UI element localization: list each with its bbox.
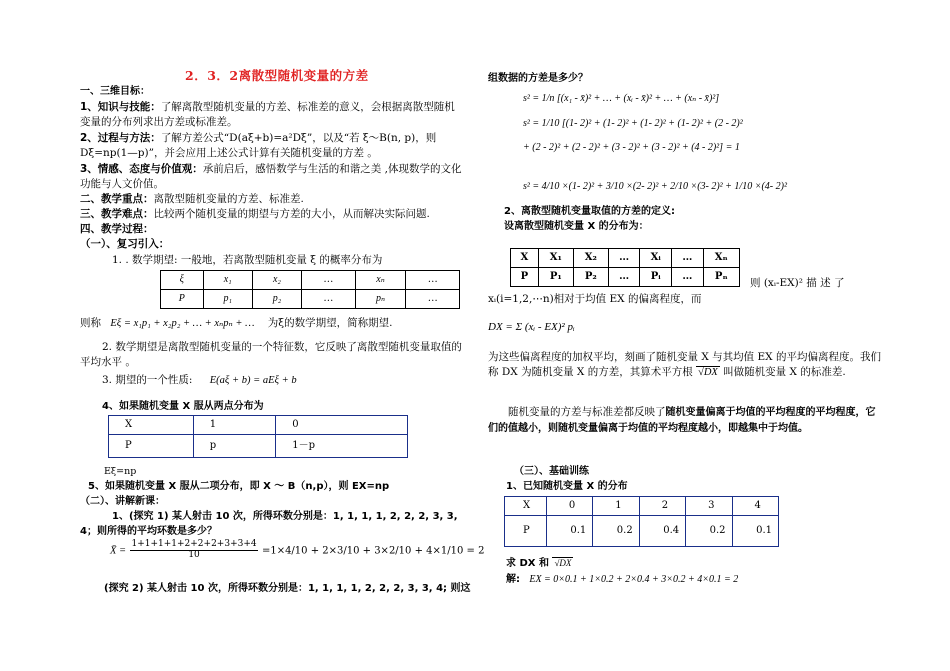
key-point-text: 离散型随机变量的方差、标准差. (153, 193, 304, 205)
variance-formula-2: s² = 1/10 [(1- 2)² + (1- 2)² + (1- 2)² + (1- 2)² + (2 - 2)² (523, 118, 743, 129)
table-cell: X (109, 416, 194, 435)
two-point-table (108, 415, 408, 458)
describe-side: 则 (xᵢ-EX)² 描 述 了 (750, 277, 845, 289)
practice-item-1: 1、已知随机变量 X 的分布 (506, 481, 628, 492)
practice-table (504, 496, 779, 547)
table-cell: … (302, 290, 356, 309)
goal-2 (80, 131, 465, 161)
page-title: 2．3．2离散型随机变量的方差 (185, 68, 369, 83)
practice-row-x (505, 497, 779, 516)
difficult-point-text: 比较两个随机变量的期望与方差的大小，从而解决实际问题. (153, 208, 430, 220)
table-cell: X (511, 249, 539, 268)
table-cell: x₂ (252, 271, 301, 290)
table-cell: 2 (639, 497, 685, 516)
solution-label: 解: (506, 574, 520, 585)
table-cell: Xₙ (703, 249, 739, 268)
table-cell: P (109, 435, 194, 458)
table-cell: p₁ (203, 290, 252, 309)
goal-1-label: 1、知识与技能： (80, 101, 161, 113)
difficult-point-label: 三、教学难点： (80, 208, 154, 220)
review-item-2: 2. 数学期望是离散型随机变量的一个特征数，它反映了离散型随机变量取值的平均水平 。 (80, 341, 462, 369)
solution-formula: EX = 0×0.1 + 1×0.2 + 2×0.4 + 3×0.2 + 4×0.1 = 2 (529, 574, 739, 585)
practice-heading: （三）、基础训练 (514, 466, 589, 477)
review-item-3 (102, 373, 297, 388)
table-cell: X₁ (538, 249, 573, 268)
distribution-row-p (161, 290, 460, 309)
two-point-row-x (109, 416, 408, 435)
solution-line (506, 572, 738, 588)
table-cell: … (608, 268, 639, 287)
table-cell: … (608, 249, 639, 268)
review-heading: （一）、复习引入： (80, 238, 170, 250)
table-cell: P₂ (573, 268, 608, 287)
table-cell: … (672, 249, 703, 268)
table-cell: 1 (593, 497, 639, 516)
two-point-heading: 4、如果随机变量 X 服从两点分布为 (102, 401, 264, 412)
key-point (80, 192, 304, 207)
variable-distribution-table (510, 248, 740, 287)
goal-3-label: 3、情感、态度与价值观： (80, 163, 203, 175)
table-cell: X₂ (573, 249, 608, 268)
table-cell: p (193, 435, 276, 458)
describe-line: xᵢ(i=1,2,⋯n)相对于均值 EX 的偏离程度，而 (488, 293, 702, 305)
table-cell: Pₙ (703, 268, 739, 287)
mean-lhs: X̄ = (110, 545, 127, 557)
table-cell: … (406, 271, 460, 290)
table-cell: x₁ (203, 271, 252, 290)
difficult-point (80, 207, 430, 222)
ask-text: 求 DX 和 (506, 558, 549, 569)
variable-row-p (511, 268, 740, 287)
goal-2-label: 2、过程与方法： (80, 132, 161, 144)
goal-3 (80, 162, 465, 192)
distribution-row-x (161, 271, 460, 290)
expectation-formula: Eξ = x₁p₁ + x₂p₂ + … + xₙpₙ + … (110, 318, 255, 329)
explore-1: 1、(探究 1) 某人射击 10 次，所得环数分别是：1, 1, 1, 1, 2, 2, 2, 3, 3, 4；则所得的平均环数是多少？ (80, 511, 458, 537)
expectation-line (80, 316, 392, 331)
table-cell: 0 (546, 497, 592, 516)
table-cell: 3 (686, 497, 732, 516)
table-cell: Pᵢ (640, 268, 672, 287)
lecture-heading: （二）、讲解新课： (80, 496, 165, 507)
table-cell: 0 (276, 416, 408, 435)
table-cell: P₁ (538, 268, 573, 287)
process-heading: 四、教学过程： (80, 223, 154, 235)
expectation-tail: 为ξ的数学期望，简称期望. (267, 317, 393, 329)
mean-numerator: 1+1+1+1+2+2+2+3+3+4 (131, 539, 257, 549)
table-cell: 1 (193, 416, 276, 435)
table-cell: … (672, 268, 703, 287)
ask-sqrt-dx: √DX (554, 558, 572, 568)
mean-rhs: =1×4/10 + 2×3/10 + 3×2/10 + 4×1/10 = 2 (261, 545, 485, 557)
mean-calculation (110, 540, 484, 561)
definition-heading: 2、离散型随机变量取值的方差的定义: (504, 206, 675, 217)
review-item-3-text: 3. 期望的一个性质: (102, 374, 193, 386)
mean-fraction (130, 540, 257, 561)
table-cell: 1－p (276, 435, 408, 458)
summary-plain: 随机变量的方差与标准差都反映了 (508, 406, 666, 418)
table-cell: X (505, 497, 547, 516)
table-cell: P (511, 268, 539, 287)
variance-formula-3: + (2 - 2)² + (2 - 2)² + (3 - 2)² + (3 - 2)² + (4 - 2)²] = 1 (523, 142, 740, 153)
summary-bold: 随机变量偏离于均值的平均程度的平均程度，它们的值越小，则随机变量偏离于均值的平均程度越小，即越集中于均值。 (488, 407, 876, 434)
table-cell: 4 (732, 497, 778, 516)
then-call-text: 则称 (80, 317, 101, 329)
table-cell: 0.4 (639, 516, 685, 547)
weighted-text: 为这些偏离程度的加权平均，刻画了随机变量 X 与其均值 EX 的平均偏离程度。我们称 DX 为随机变量 X 的方差，其算术平方根 (488, 351, 881, 379)
goal-2-text: 了解方差公式“D(aξ+b)=a²Dξ”，以及“若 ξ～B(n, p)，则Dξ=np(1—p)”，并会应用上述公式计算有关随机变量的方差 。 (80, 132, 437, 160)
table-cell: … (406, 290, 460, 309)
table-cell: pₙ (355, 290, 406, 309)
definition-intro: 设离散型随机变量 X 的分布为： (504, 221, 649, 232)
section-goals: 一、三维目标： (80, 86, 150, 97)
table-cell: 0.1 (732, 516, 778, 547)
weighted-average-text (488, 350, 883, 380)
sqrt-dx: √DX (698, 367, 718, 379)
binomial-heading: 5、如果随机变量 X 服从二项分布，即 X ～ B（n,p），则 EX=np (88, 481, 390, 492)
ask-line (506, 557, 573, 572)
practice-row-p (505, 516, 779, 547)
table-cell: P (161, 290, 204, 309)
table-cell: ξ (161, 271, 204, 290)
goal-1 (80, 100, 465, 130)
table-cell: P (505, 516, 547, 547)
variance-formula-4: s² = 4/10 ×(1- 2)² + 3/10 ×(2- 2)² + 2/10 ×(3- 2)² + 1/10 ×(4- 2)² (523, 181, 787, 192)
two-point-row-p (109, 435, 408, 458)
table-cell: Xᵢ (640, 249, 672, 268)
explore-2: (探究 2) 某人射击 10 次，所得环数分别是：1, 1, 1, 1, 2, 2, 2, 3, 3, 4; 则这 (104, 583, 471, 594)
table-cell: xₙ (355, 271, 406, 290)
weighted-tail: 叫做随机变量 X 的标准差. (723, 366, 846, 379)
key-point-label: 二、教学重点： (80, 193, 154, 205)
table-cell: 0.1 (546, 516, 592, 547)
variance-formula-1: s² = 1/n [(x₁ - x̄)² + … + (xᵢ - x̄)² + … + (xₙ - x̄)²] (523, 93, 720, 104)
dx-formula: DX = Σ (xᵢ - EX)² pᵢ (488, 321, 575, 333)
group-question: 组数据的方差是多少？ (488, 73, 588, 84)
property-formula: E(aξ + b) = aEξ + b (209, 375, 297, 386)
table-cell: … (302, 271, 356, 290)
mean-denominator: 10 (188, 549, 200, 560)
goal-3-text: 承前启后，感悟数学与生活的和谐之美 ,体现数学的文化功能与人文价值。 (80, 163, 462, 191)
review-item-1: 1. . 数学期望: 一般地，若离散型随机变量 ξ 的概率分布为 (112, 254, 383, 266)
distribution-table (160, 270, 460, 309)
table-cell: 0.2 (593, 516, 639, 547)
summary-paragraph (488, 405, 883, 436)
variable-row-x (511, 249, 740, 268)
expectation-np: Eξ=np (104, 466, 137, 477)
table-cell: p₂ (252, 290, 301, 309)
goal-1-text: 了解离散型随机变量的方差、标准差的意义，会根据离散型随机变量的分布列求出方差或标准差。 (80, 101, 455, 129)
table-cell: 0.2 (686, 516, 732, 547)
